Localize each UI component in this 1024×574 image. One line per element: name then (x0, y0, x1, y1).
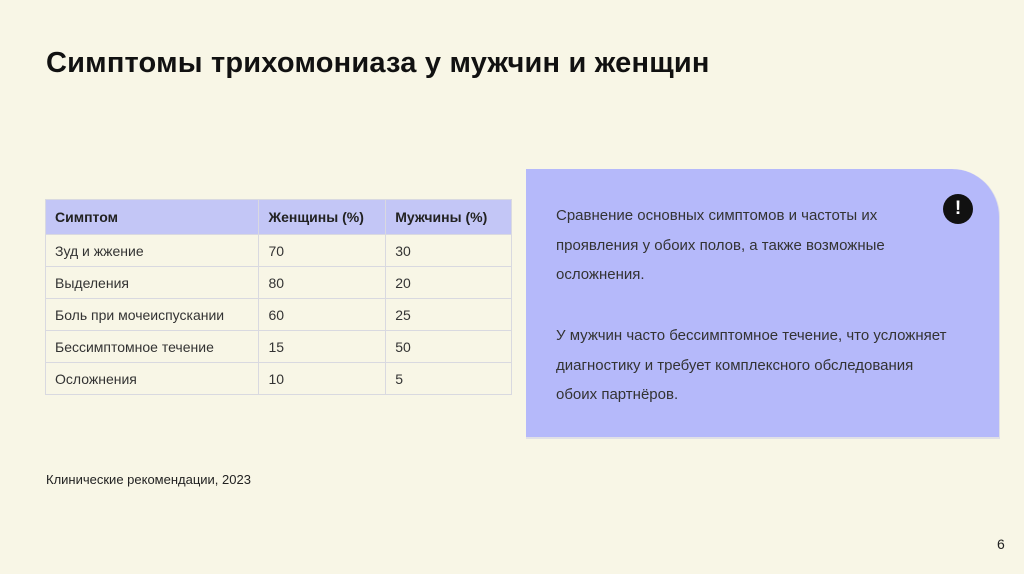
info-paragraph-men: У мужчин часто бессимптомное течение, что усложняет диагностику и требует комплексного обследования обоих партнёров. (556, 327, 947, 403)
cell-women: 70 (259, 235, 386, 267)
slide-title: Симптомы трихомониаза у мужчин и женщин (46, 47, 710, 79)
symptoms-table (45, 199, 512, 395)
info-paragraph-comparison: Сравнение основных симптомов и частоты их проявления у обоих полов, а также возможные осложнения. (556, 207, 885, 283)
table-row (46, 235, 512, 267)
cell-men: 30 (386, 235, 512, 267)
page-number: 6 (997, 536, 1005, 552)
cell-women: 60 (259, 299, 386, 331)
table-row (46, 299, 512, 331)
cell-women: 15 (259, 331, 386, 363)
cell-men: 20 (386, 267, 512, 299)
cell-symptom: Боль при мочеиспускании (46, 299, 259, 331)
exclamation-icon: ! (943, 194, 973, 224)
table-row (46, 267, 512, 299)
cell-symptom: Зуд и жжение (46, 235, 259, 267)
header-symptom: Симптом (46, 200, 259, 235)
cell-symptom: Осложнения (46, 363, 259, 395)
cell-men: 25 (386, 299, 512, 331)
table-row (46, 331, 512, 363)
cell-symptom: Бессимптомное течение (46, 331, 259, 363)
cell-men: 5 (386, 363, 512, 395)
header-men: Мужчины (%) (386, 200, 512, 235)
cell-men: 50 (386, 331, 512, 363)
table-row (46, 363, 512, 395)
cell-symptom: Выделения (46, 267, 259, 299)
table-header-row (46, 200, 512, 235)
cell-women: 80 (259, 267, 386, 299)
cell-women: 10 (259, 363, 386, 395)
source-citation: Клинические рекомендации, 2023 (46, 472, 251, 487)
header-women: Женщины (%) (259, 200, 386, 235)
info-card (526, 169, 1000, 439)
